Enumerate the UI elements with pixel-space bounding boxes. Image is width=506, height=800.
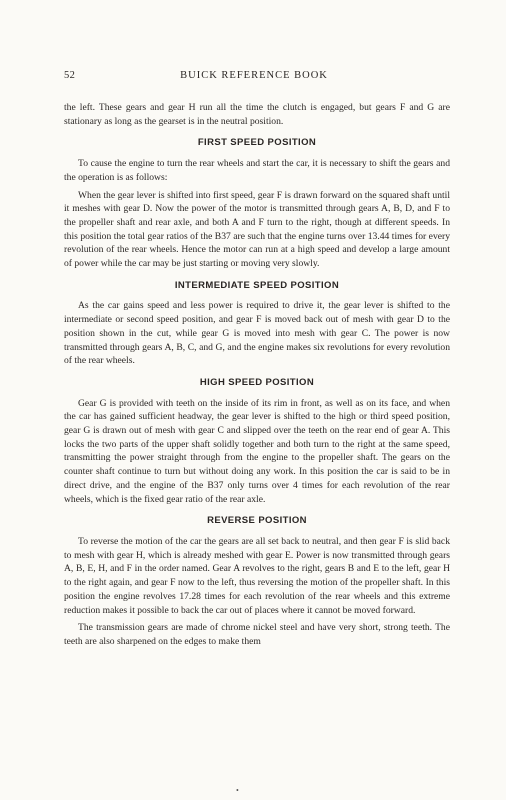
paragraph: As the car gains speed and less power is required to drive it, the gear lever is shifted to the intermediate or second speed position, and gear F is moved back out of mesh with gear D to the position shown in the cut, while gear G is moved into mesh with gear C. The power is now transmitted through gears A, B, C, and G, and the engine makes six revolutions for every revolution of the rear wheels.: [64, 300, 450, 367]
section-heading-high-speed: HIGH SPEED POSITION: [199, 376, 315, 388]
paragraph: To reverse the motion of the car the gears are all set back to neutral, and then gear F is slid back to mesh with gear H, which is already meshed with gear E. Power is now transmitted through gears A, B, E, H, and F in the order named. Gear A revolves to the right, gears B and E to the left, gear H to the right again, and gear F now to the left, thus reversing the motion of the propeller shaft. In this position the engine revolves 17.28 times for each revolution of the rear wheels and this extreme reduction makes it possible to back the car out of places where it cannot be moved forward.: [64, 535, 450, 616]
section-heading-reverse: REVERSE POSITION: [207, 515, 307, 527]
paragraph: When the gear lever is shifted into first speed, gear F is drawn forward on the squared shaft until it meshes with gear D. Now the power of the motor is transmitted through gears A, B, D, and F to the propeller shaft and rear axle, and both A and F turn to the right, though at different speeds. In this position the total gear ratios of the B37 are such that the engine turns over 13.44 times for every revolution of the rear wheels. Hence the motor can run at a high speed and develop a large amount of power while the car may be just starting or moving very slowly.: [64, 189, 450, 270]
page-body: [64, 101, 450, 653]
section-heading-intermediate-speed: INTERMEDIATE SPEED POSITION: [174, 279, 340, 291]
section-heading-first-speed: FIRST SPEED POSITION: [197, 137, 317, 149]
ink-mark: •: [236, 786, 239, 795]
paragraph: The transmission gears are made of chrome nickel steel and have very short, strong teeth. The teeth are also sharpened on the edges to make them: [64, 622, 450, 647]
paragraph: Gear G is provided with teeth on the inside of its rim in front, as well as on its face, and when the car has gained sufficient headway, the gear lever is shifted to the high or third speed position, gear G is drawn out of mesh with gear C and slipped over the teeth on the rear end of gear A. This locks the two parts of the upper shaft solidly together and both turn to the right at the same speed, transmitting the power straight through from the engine to the propeller shaft. The gears on the counter shaft continue to turn but without doing any work. In this position the car is said to be in direct drive, and the engine of the B37 only turns over 4 times for each revolution of the rear wheels, which is the fixed gear ratio of the rear axle.: [64, 397, 450, 505]
book-title: BUICK REFERENCE BOOK: [180, 70, 328, 81]
page-number: 52: [64, 70, 76, 81]
paragraph: To cause the engine to turn the rear wheels and start the car, it is necessary to shift the gears and the operation is as follows:: [64, 158, 450, 183]
intro-paragraph: the left. These gears and gear H run all the time the clutch is engaged, but gears F and G are stationary as long as the gearset is in the neutral position.: [64, 102, 450, 127]
